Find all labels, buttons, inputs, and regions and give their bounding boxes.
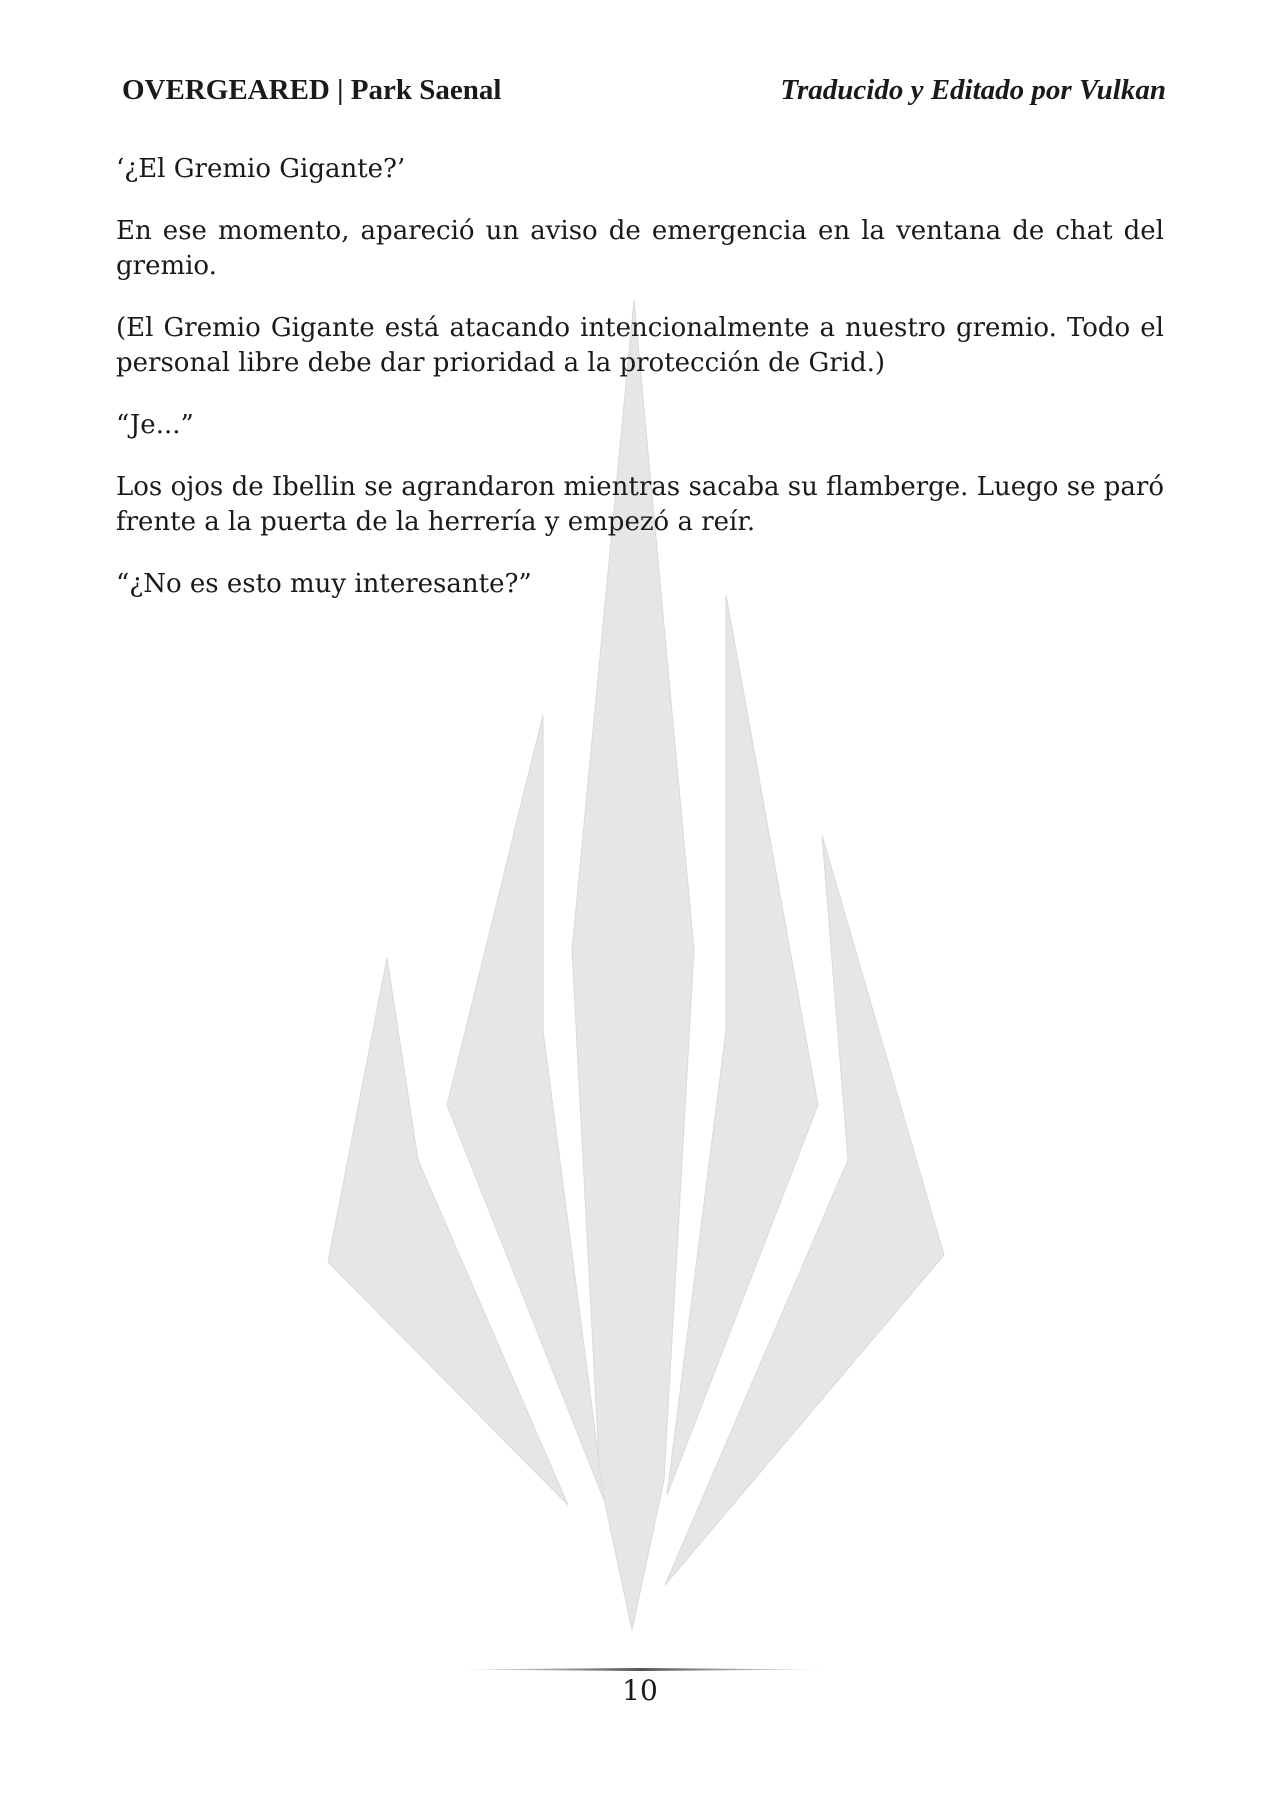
page-number: 10 [622, 1674, 658, 1707]
paragraph: ‘¿El Gremio Gigante?’ [116, 154, 406, 184]
paragraph: “Je...” [116, 410, 194, 440]
translator-credit: Traducido y Editado por Vulkan [780, 74, 1166, 106]
paragraph: “¿No es esto muy interesante?” [116, 569, 532, 599]
paragraph: (El Gremio Gigante está atacando intencionalmente a nuestro gremio. Todo el personal libre debe dar prioridad a la protección de Grid.) [116, 313, 1164, 378]
book-title-author: OVERGEARED | Park Saenal [122, 74, 502, 106]
page-body [116, 152, 1164, 629]
footer-divider [452, 1668, 832, 1671]
paragraph: Los ojos de Ibellin se agrandaron mientras sacaba su flamberge. Luego se paró frente a la puerta de la herrería y empezó a reír. [116, 472, 1164, 537]
paragraph: En ese momento, apareció un aviso de emergencia en la ventana de chat del gremio. [116, 216, 1164, 281]
page-header [122, 74, 1166, 114]
